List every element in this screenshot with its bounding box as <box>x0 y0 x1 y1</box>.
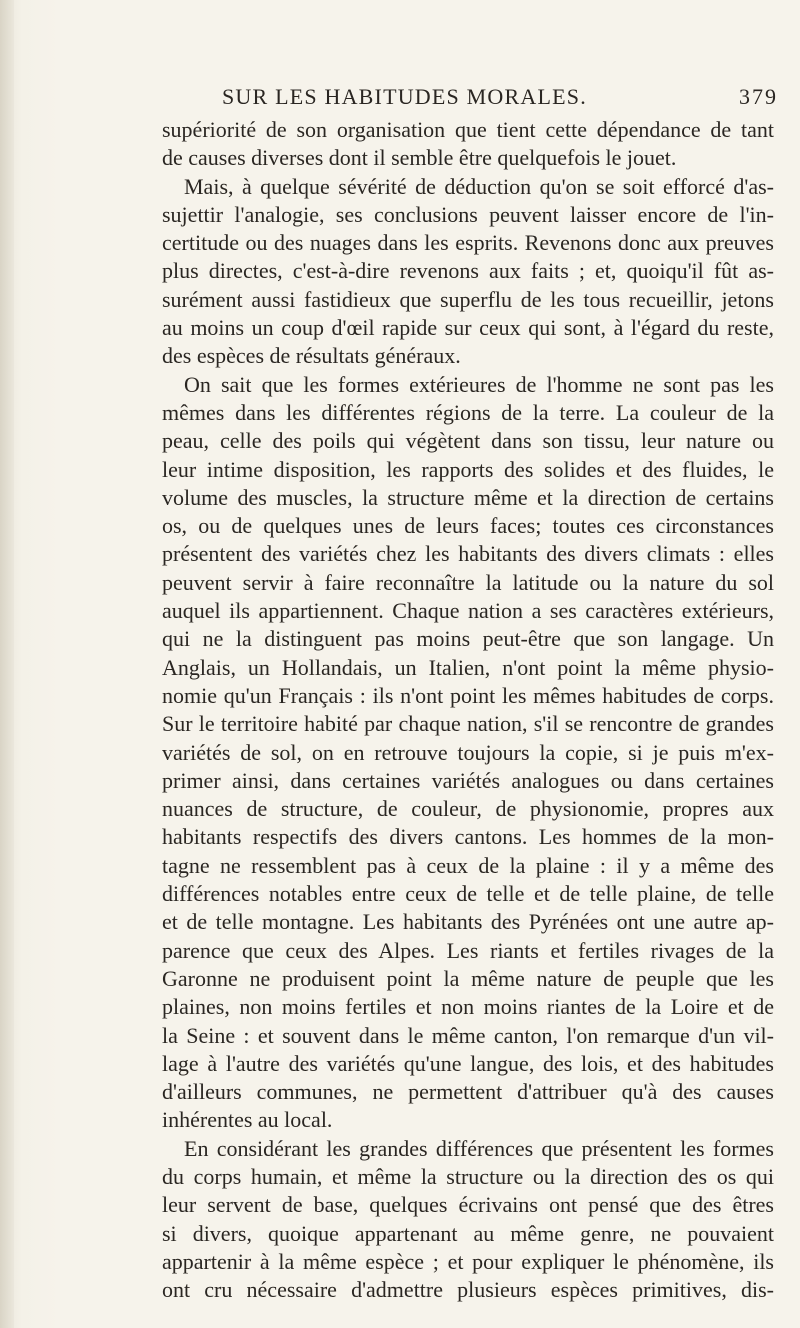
text-line: Garonne ne produisent point la même nature de peuple que les <box>162 965 774 991</box>
text-line: ont cru nécessaire d'admettre plusieurs espèces primitives, dis- <box>162 1277 774 1303</box>
text-line: du corps humain, et même la structure ou la direction des os qui <box>162 1163 774 1189</box>
text-line: mêmes dans les différentes régions de la terre. La couleur de la <box>162 399 774 425</box>
text-line: inhérentes au local. <box>162 1107 333 1133</box>
text-line: certitude ou des nuages dans les esprits. Revenons donc aux preuves <box>162 230 774 256</box>
text-line: la Seine : et souvent dans le même canton, l'on remarque d'un vil- <box>162 1022 774 1048</box>
text-line: leur servent de base, quelques écrivains ont pensé que des êtres <box>162 1192 774 1218</box>
text-line: supériorité de son organisation que tient cette dépendance de tant <box>162 117 774 142</box>
text-line: Anglais, un Hollandais, un Italien, n'ont point la même physio- <box>162 654 774 680</box>
text-line: et de telle montagne. Les habitants des Pyrénées ont une autre ap- <box>162 909 774 935</box>
text-line: parence que ceux des Alpes. Les riants et fertiles rivages de la <box>162 937 774 963</box>
text-line: En considérant les grandes différences que présentent les formes <box>184 1135 774 1161</box>
text-line: différences notables entre ceux de telle et de telle plaine, de telle <box>162 881 774 907</box>
text-line: primer ainsi, dans certaines variétés analogues ou dans certaines <box>162 767 774 793</box>
text-line: de causes diverses dont il semble être quelquefois le jouet. <box>162 145 677 171</box>
text-line: si divers, quoique appartenant au même genre, ne pouvaient <box>162 1220 774 1246</box>
text-line: d'ailleurs communes, ne permettent d'attribuer qu'à des causes <box>162 1079 774 1105</box>
text-line: lage à l'autre des variétés qu'une langue, des lois, et des habitudes <box>162 1050 774 1076</box>
page-binding-edge <box>0 0 14 1328</box>
text-line: au moins un coup d'œil rapide sur ceux qui sont, à l'égard du reste, <box>162 315 774 341</box>
text-line: On sait que les formes extérieures de l'homme ne sont pas les <box>184 371 774 397</box>
text-line: os, ou de quelques unes de leurs faces; toutes ces circonstances <box>162 513 774 539</box>
text-line: volume des muscles, la structure même et la direction de certains <box>162 484 774 510</box>
text-line: nuances de structure, de couleur, de physionomie, propres aux <box>162 796 774 822</box>
text-line: nomie qu'un Français : ils n'ont point les mêmes habitudes de corps. <box>162 682 774 708</box>
text-line: peau, celle des poils qui végètent dans son tissu, leur nature ou <box>162 428 774 454</box>
text-line: sujettir l'analogie, ses conclusions peuvent laisser encore de l'in- <box>162 201 774 227</box>
running-head: SUR LES HABITUDES MORALES. <box>222 84 587 109</box>
text-line: tagne ne ressemblent pas à ceux de la plaine : il y a même des <box>162 852 774 878</box>
text-line: des espèces de résultats généraux. <box>162 343 461 369</box>
text-line: plus directes, c'est-à-dire revenons aux faits ; et, quoiqu'il fût as- <box>162 258 774 284</box>
text-line: présentent des variétés chez les habitants des divers climats : elles <box>162 541 774 567</box>
text-line: variétés de sol, on en retrouve toujours la copie, si je puis m'ex- <box>162 739 774 765</box>
body-text <box>162 116 774 1304</box>
text-line: auquel ils appartiennent. Chaque nation a ses caractères extérieurs, <box>162 598 774 624</box>
text-line: surément aussi fastidieux que superflu de les tous recueillir, jetons <box>162 286 774 312</box>
text-line: peuvent servir à faire reconnaître la latitude ou la nature du sol <box>162 569 774 595</box>
text-line: Mais, à quelque sévérité de déduction qu'on se soit efforcé d'as- <box>184 173 774 199</box>
page-header <box>222 84 800 114</box>
text-line: qui ne la distinguent pas moins peut-être que son langage. Un <box>162 626 774 652</box>
text-line: habitants respectifs des divers cantons. Les hommes de la mon- <box>162 824 774 850</box>
text-line: Sur le territoire habité par chaque nation, s'il se rencontre de grandes <box>162 711 774 737</box>
page-number: 379 <box>739 84 778 109</box>
text-line: appartenir à la même espèce ; et pour expliquer le phénomène, ils <box>162 1248 774 1274</box>
text-line: plaines, non moins fertiles et non moins riantes de la Loire et de <box>162 994 774 1020</box>
text-line: leur intime disposition, les rapports des solides et des fluides, le <box>162 456 774 482</box>
